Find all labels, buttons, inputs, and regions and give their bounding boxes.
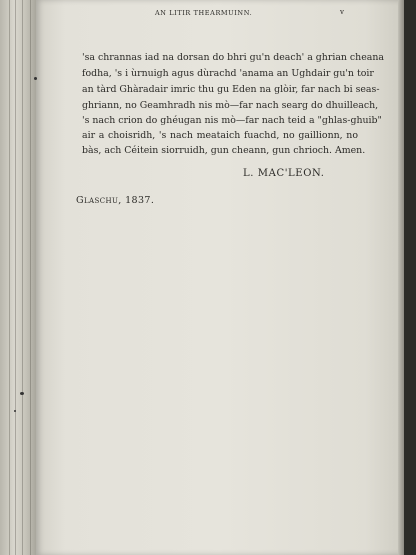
gutter-line <box>22 0 23 555</box>
running-head: AN LITIR THEARMUINN. <box>155 9 253 17</box>
signature: L. MAC'LEON. <box>243 168 325 179</box>
page-speck <box>34 77 37 80</box>
body-line: bàs, ach Céitein siorruidh, gun cheann, gun chrioch. Amen. <box>82 145 366 156</box>
body-line: an tàrd Ghàradair imric thu gu Eden na glòir, far nach bi seas- <box>82 84 380 95</box>
page-speck <box>14 410 16 412</box>
body-line: 's nach crion do ghéugan nis mò—far nach teid a "ghlas-ghuib" <box>82 115 382 126</box>
left-page-gutter <box>0 0 36 555</box>
gutter-line <box>30 0 31 555</box>
body-line: 'sa chrannas iad na dorsan do bhri gu'n deach' a ghrian cheana <box>82 52 384 63</box>
body-line: ghriann, no Geamhradh nis mò—far nach searg do dhuilleach, <box>82 100 379 111</box>
page-number: v <box>340 8 344 16</box>
place-date: Glaschu, 1837. <box>76 195 155 206</box>
body-line: fodha, 's i ùrnuigh agus dùrachd 'anama an Ughdair gu'n toir <box>82 68 374 79</box>
body-line: air a choisridh, 's nach meataich fuachd, no gaillionn, no <box>82 130 358 141</box>
page-speck <box>20 392 24 395</box>
gutter-line <box>15 0 16 555</box>
gutter-line <box>9 0 10 555</box>
page-edge <box>398 0 404 555</box>
